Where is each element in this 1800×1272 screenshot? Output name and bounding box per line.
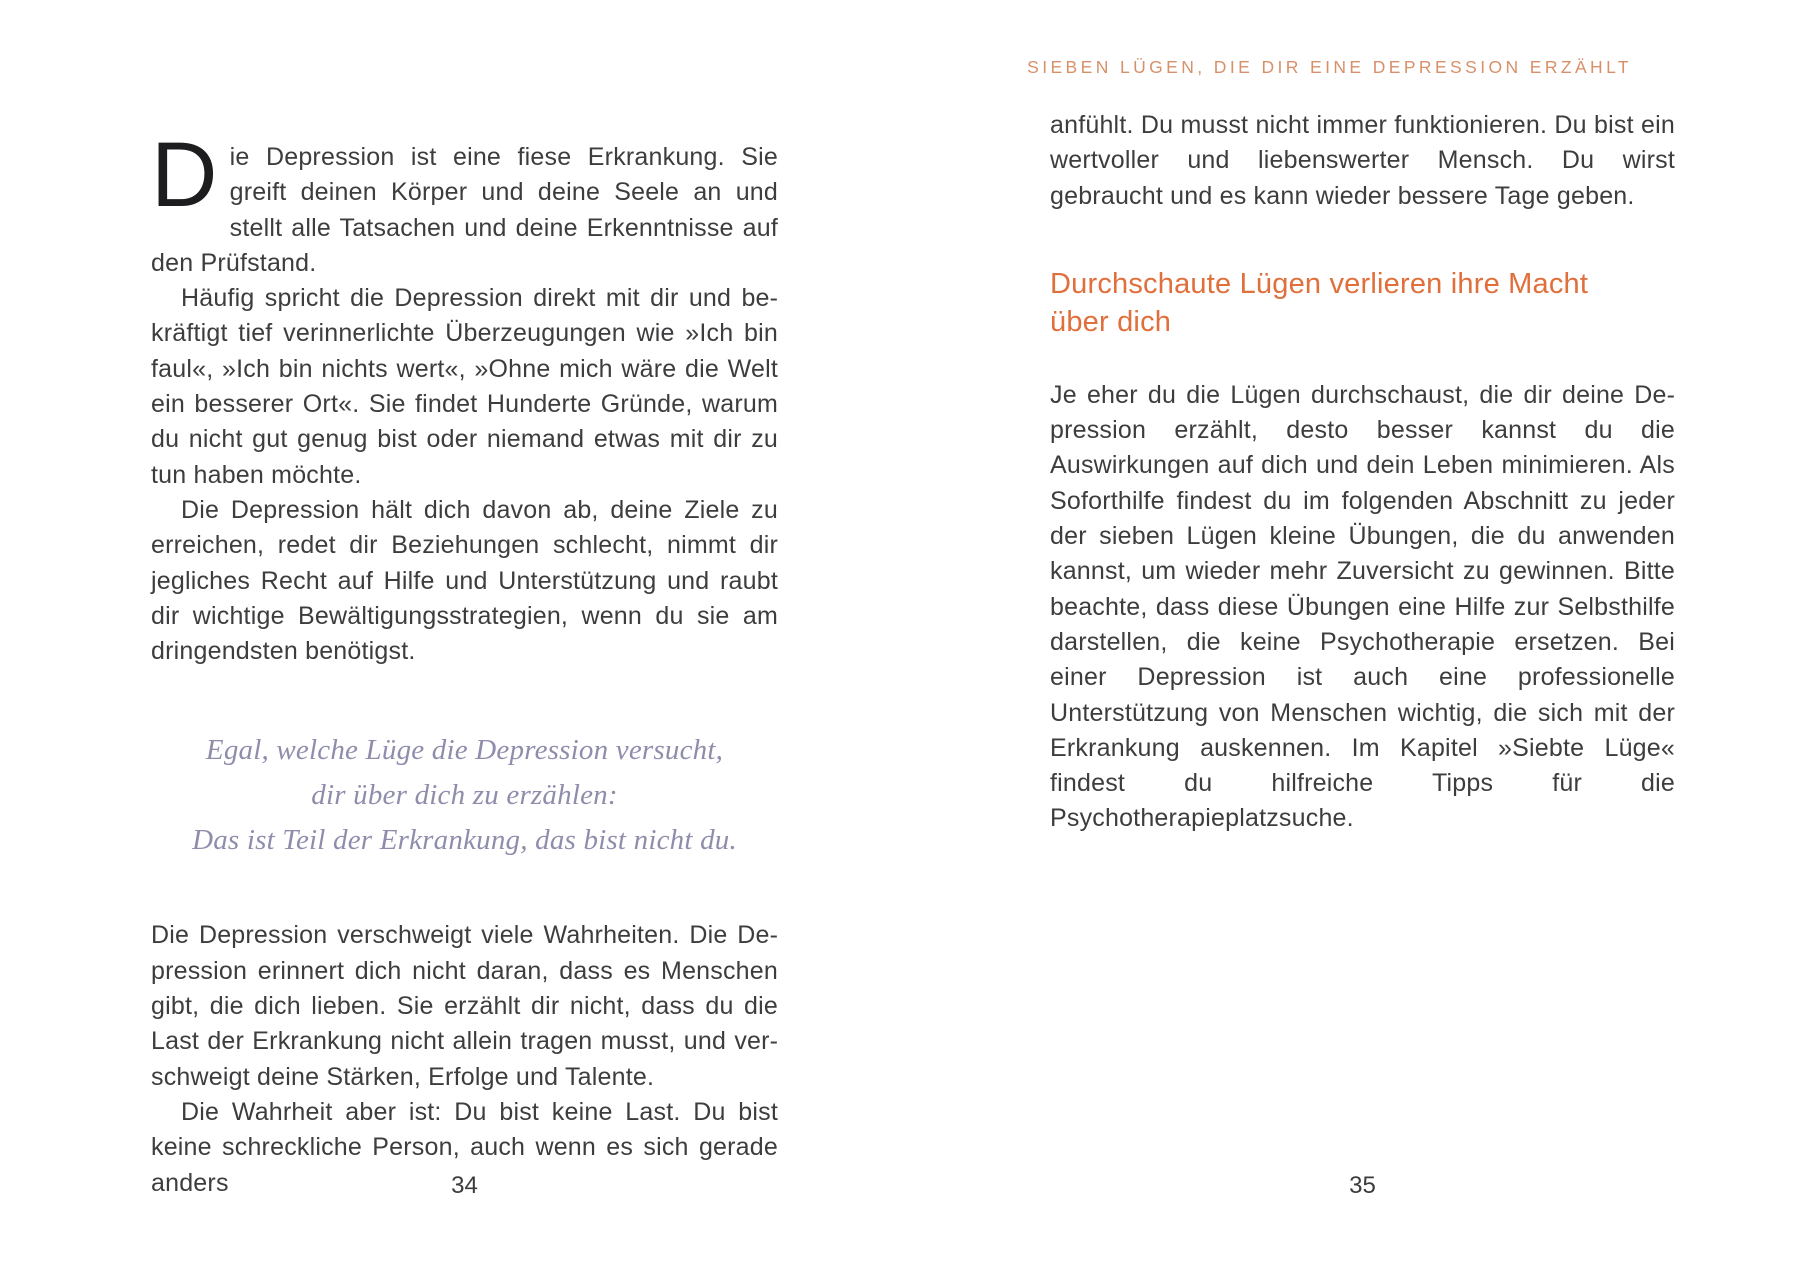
- quote-line: dir über dich zu erzählen:: [311, 779, 618, 812]
- quote-line: Das ist Teil der Erkrankung, das bist nicht du.: [192, 824, 737, 857]
- section-heading-line: Durchschaute Lügen verlieren ihre Macht: [1050, 267, 1589, 300]
- paragraph: Je eher du die Lügen durchschaust, die dir deine Depression erzählt, desto besser kannst du die Auswirkungen auf dich und dein Leben minimieren. Als Soforthilfe findest du im folgenden Abschnitt zu jeder der sieben Lügen kleine Übungen, die du anwenden kannst, um wieder mehr Zuversicht zu gewinnen. Bitte beachte, dass diese Übungen eine Hilfe zur Selbsthilfe darstellen, die keine Psychotherapie ersetzen. Bei einer Depression ist auch eine professionelle Unterstützung von Menschen wichtig, die sich mit der Erkrankung auskennen. Im Kapitel »Siebte Lüge« findest du hilfreiche Tipps für die Psychotherapieplatzsuche.: [1050, 380, 1675, 833]
- paragraph: [151, 124, 778, 281]
- page-number-left: 34: [451, 1172, 478, 1199]
- paragraph: Die Depression verschweigt viele Wahrheiten. Die Depression erinnert dich nicht daran, dass es Menschen gibt, die dich lieben. Sie erzählt dir nicht, dass du die Last der Erkrankung nicht allein tragen musst, und verschweigt deine Stärken, Erfolge und Talente.: [151, 921, 778, 1091]
- right-page-body: [1050, 108, 1675, 837]
- paragraph: Die Wahrheit aber ist: Du bist keine Last. Du bist keine schreckliche Person, auch wenn es sich gerade anders: [151, 1097, 778, 1197]
- running-header: SIEBEN LÜGEN, DIE DIR EINE DEPRESSION ERZÄHLT: [1027, 57, 1632, 77]
- book-page-right: [1027, 0, 1675, 1272]
- section-heading: [1050, 265, 1675, 341]
- pull-quote: [151, 728, 778, 863]
- book-page-left: [151, 0, 778, 1272]
- paragraph-text: ie Depression ist eine fiese Erkrankung. Sie greift deinen Körper und deine Seele an und stellt alle Tatsachen und deine Erkenntnisse auf den Prüfstand.: [151, 143, 778, 277]
- paragraph: anfühlt. Du musst nicht immer funktionieren. Du bist ein wertvoller und liebenswerter Mensch. Du wirst gebraucht und es kann wieder bessere Tage geben.: [1050, 111, 1675, 210]
- quote-line: Egal, welche Lüge die Depression versucht,: [205, 734, 724, 767]
- left-page-body: [151, 124, 778, 1201]
- paragraph: Die Depression hält dich davon ab, deine Ziele zu erreichen, redet dir Beziehungen schlecht, nimmt dir jegliches Recht auf Hilfe und Unterstützung und raubt dir wichtige Bewältigungsstrategien, wenn du sie am dringendsten benötigst.: [151, 495, 778, 666]
- section-heading-line: über dich: [1050, 305, 1172, 338]
- drop-cap: D: [151, 124, 218, 226]
- page-number-right: 35: [1349, 1172, 1376, 1199]
- paragraph: Häufig spricht die Depression direkt mit dir und bekräftigt tief verinnerlichte Überzeugungen wie »Ich bin faul«, »Ich bin nichts wert«, »Ohne mich wäre die Welt ein besserer Ort«. Sie findet Hunderte Gründe, warum du nicht gut genug bist oder niemand etwas mit dir zu tun haben möchte.: [151, 284, 778, 489]
